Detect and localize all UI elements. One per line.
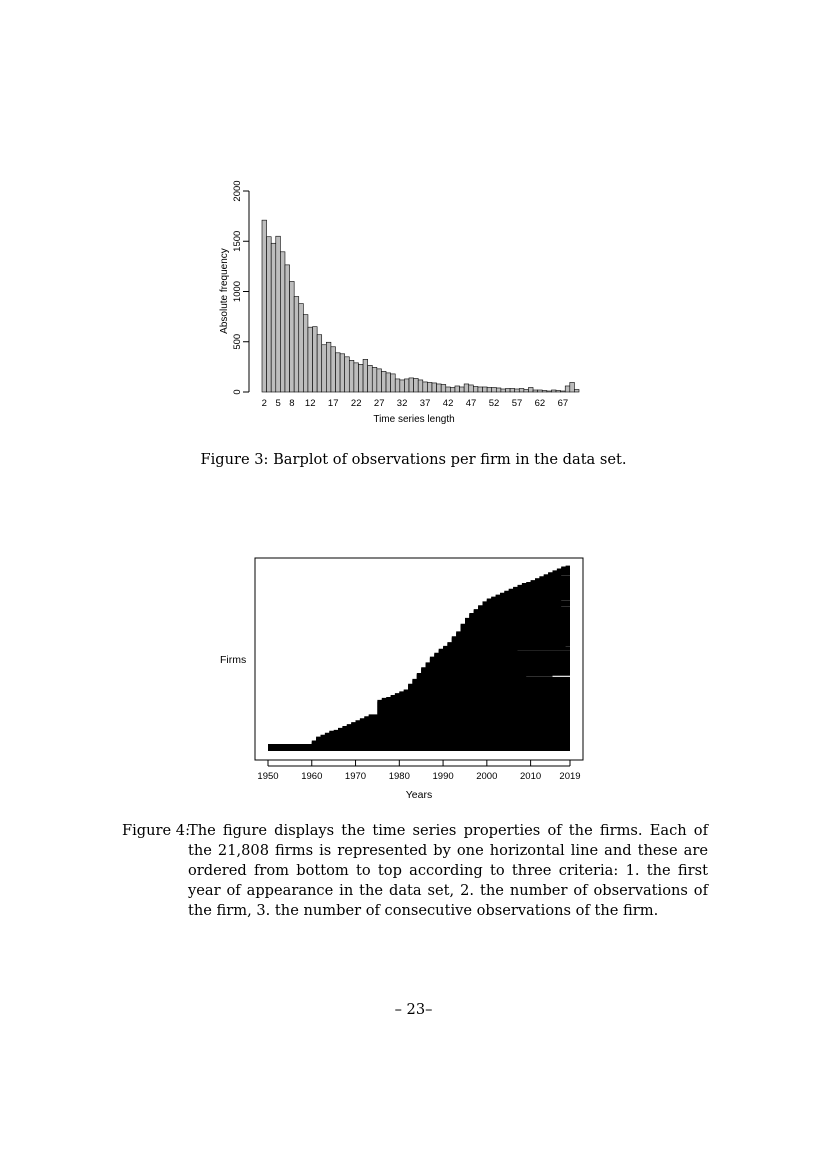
x-tick-label: 12 (304, 398, 316, 409)
x-tick-label: 1960 (301, 771, 323, 782)
x-axis-label: Years (405, 789, 433, 801)
x-axis-label: Time series length (373, 414, 455, 425)
x-tick-label: 1970 (344, 771, 367, 782)
x-tick-label: 2010 (520, 771, 542, 782)
x-tick-label: 1950 (257, 771, 279, 782)
x-tick-label: 5 (275, 398, 281, 409)
y-tick-label: 0 (232, 389, 243, 395)
x-tick-label: 2 (261, 398, 267, 409)
firm-lines (268, 566, 570, 751)
page-number: – 23– (394, 1001, 433, 1018)
x-tick-label: 62 (534, 398, 546, 409)
y-axis-label: Firms (220, 654, 247, 666)
x-tick-label: 17 (327, 398, 339, 409)
x-tick-label: 2000 (476, 771, 498, 782)
y-axis-label: Absolute frequency (219, 248, 230, 334)
x-tick-label: 22 (350, 398, 362, 409)
x-tick-label: 1980 (388, 771, 410, 782)
x-axis (257, 760, 580, 782)
x-tick-label: 27 (373, 398, 385, 409)
y-tick-label: 1500 (232, 230, 243, 252)
y-tick-label: 500 (232, 333, 243, 350)
x-tick-label: 42 (442, 398, 454, 409)
y-tick-label: 1000 (232, 280, 243, 303)
y-tick-label: 2000 (232, 180, 243, 202)
x-tick-label: 2019 (559, 771, 581, 782)
figure-3-caption: Figure 3: Barplot of observations per firm in the data set. (200, 451, 627, 468)
x-tick-label: 37 (419, 398, 431, 409)
x-tick-label: 47 (465, 398, 477, 409)
x-tick-label: 57 (511, 398, 523, 409)
caption-text: The figure displays the time series properties of the firms. Each of the 21,808 firms is represented by one horizontal line and these are ordered from bottom to top according to three criteria: 1. the first year of appearance in the data set, 2. the number of observations of the firm, 3. the number of consecutive observations of the firm. (188, 822, 708, 919)
figure-4-caption (122, 821, 708, 921)
x-tick-label: 8 (289, 398, 295, 409)
firm-block-1950 (268, 744, 570, 751)
x-tick-label: 67 (557, 398, 569, 409)
caption-label: Figure 4: (122, 822, 190, 839)
x-tick-label: 32 (396, 398, 408, 409)
x-tick-label: 1990 (432, 771, 454, 782)
x-tick-label: 52 (488, 398, 500, 409)
